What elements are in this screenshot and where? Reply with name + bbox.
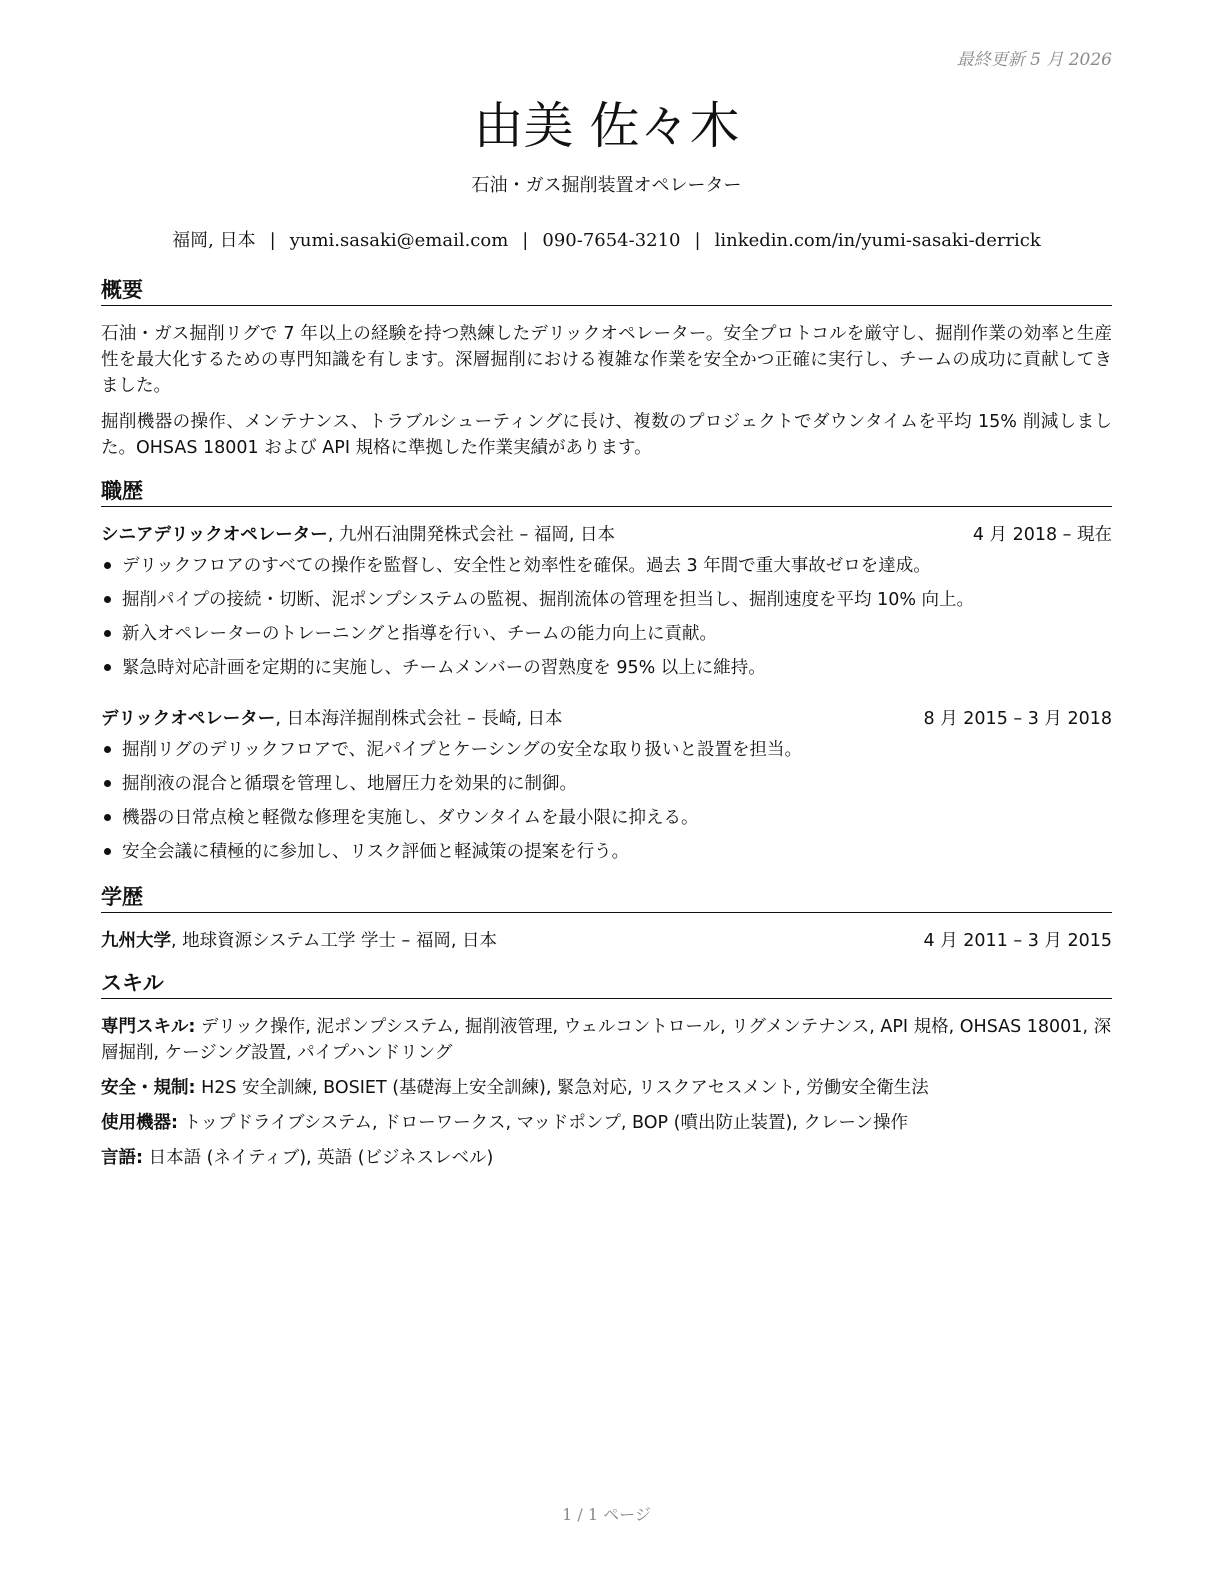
skill-value: デリック操作, 泥ポンプシステム, 掘削液管理, ウェルコントロール, リグメンテナンス, API 規格, OHSAS 18001, 深層掘削, ケージング設置, パイプハンドリング <box>101 1017 1112 1063</box>
job-company: , 九州石油開発株式会社 – 福岡, 日本 <box>327 525 615 545</box>
location: 福岡, 日本 <box>172 230 256 251</box>
job-title: 石油・ガス掘削装置オペレーター <box>471 175 742 196</box>
skill-value: トップドライブシステム, ドローワークス, マッドポンプ, BOP (噴出防止装置), クレーン操作 <box>178 1113 909 1133</box>
education-entry <box>101 928 1112 954</box>
skill-label: 安全・規制: <box>101 1078 196 1098</box>
skill-line <box>101 1075 1112 1101</box>
list-item: 掘削リグのデリックフロアで、泥パイプとケーシングの安全な取り扱いと設置を担当。 <box>101 737 1112 771</box>
section-title-education: 学歴 <box>101 884 1112 913</box>
skill-value: 日本語 (ネイティブ), 英語 (ビジネスレベル) <box>143 1148 494 1168</box>
job-header <box>101 706 1112 732</box>
section-title-summary: 概要 <box>101 277 1112 306</box>
summary-paragraph: 掘削機器の操作、メンテナンス、トラブルシューティングに長け、複数のプロジェクトでダウンタイムを平均 15% 削減しました。OHSAS 18001 および API 規格に準拠した作業実績があります。 <box>101 412 1112 458</box>
skill-label: 使用機器: <box>101 1113 178 1133</box>
last-updated: 最終更新 5 月 2026 <box>956 50 1112 70</box>
page-number: 1 / 1 ページ <box>562 1505 651 1524</box>
skill-label: 専門スキル: <box>101 1017 196 1037</box>
separator: | <box>269 230 276 251</box>
list-item: 安全会議に積極的に参加し、リスク評価と軽減策の提案を行う。 <box>101 839 1112 873</box>
job-bullets <box>101 553 1112 689</box>
separator: | <box>694 230 701 251</box>
separator: | <box>522 230 529 251</box>
degree: , 地球資源システム工学 学士 – 福岡, 日本 <box>171 931 497 951</box>
job-dates: 4 月 2018 – 現在 <box>972 525 1112 545</box>
job-company: , 日本海洋掘削株式会社 – 長崎, 日本 <box>275 709 563 729</box>
skill-line <box>101 1014 1112 1066</box>
linkedin-link[interactable]: linkedin.com/in/yumi-sasaki-derrick <box>714 230 1041 251</box>
list-item: 機器の日常点検と軽微な修理を実施し、ダウンタイムを最小限に抑える。 <box>101 805 1112 839</box>
list-item: デリックフロアのすべての操作を監督し、安全性と効率性を確保。過去 3 年間で重大事故ゼロを達成。 <box>101 553 1112 587</box>
list-item: 掘削液の混合と循環を管理し、地層圧力を効果的に制御。 <box>101 771 1112 805</box>
section-title-experience: 職歴 <box>101 478 1112 507</box>
job-bullets <box>101 737 1112 873</box>
contact-line <box>101 226 1112 252</box>
resume-page <box>101 0 1112 1584</box>
list-item: 掘削パイプの接続・切断、泥ポンプシステムの監視、掘削流体の管理を担当し、掘削速度を平均 10% 向上。 <box>101 587 1112 621</box>
job-dates: 8 月 2015 – 3 月 2018 <box>923 709 1112 729</box>
phone: 090-7654-3210 <box>542 230 681 251</box>
skill-value: H2S 安全訓練, BOSIET (基礎海上安全訓練), 緊急対応, リスクアセスメント, 労働安全衛生法 <box>195 1078 929 1098</box>
section-title-skills: スキル <box>101 970 1112 999</box>
school-name: 九州大学 <box>101 931 171 951</box>
job-header <box>101 522 1112 548</box>
candidate-name: 由美 佐々木 <box>473 97 740 155</box>
skill-label: 言語: <box>101 1148 143 1168</box>
education-dates: 4 月 2011 – 3 月 2015 <box>923 931 1112 951</box>
email-link[interactable]: yumi.sasaki@email.com <box>289 230 509 251</box>
list-item: 新入オペレーターのトレーニングと指導を行い、チームの能力向上に貢献。 <box>101 621 1112 655</box>
list-item: 緊急時対応計画を定期的に実施し、チームメンバーの習熟度を 95% 以上に維持。 <box>101 655 1112 689</box>
skill-line <box>101 1110 1112 1136</box>
job-position: デリックオペレーター <box>101 709 276 729</box>
job-position: シニアデリックオペレーター <box>101 525 328 545</box>
skill-line <box>101 1145 1112 1171</box>
summary-paragraph: 石油・ガス掘削リグで 7 年以上の経験を持つ熟練したデリックオペレーター。安全プロトコルを厳守し、掘削作業の効率と生産性を最大化するための専門知識を有します。深層掘削における複雑な作業を安全かつ正確に実行し、チームの成功に貢献してきました。 <box>101 324 1112 396</box>
